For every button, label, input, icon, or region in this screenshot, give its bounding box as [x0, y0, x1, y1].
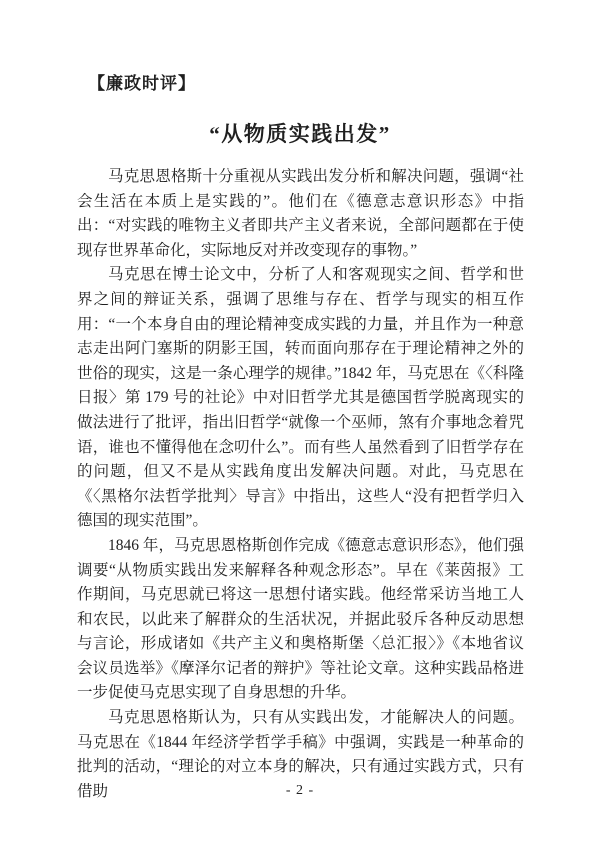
column-header: 【廉政时评】	[88, 74, 196, 93]
body-paragraph: 马克思恩格斯认为，只有从实践出发，才能解决人的问题。马克思在《1844 年经济学哲学手稿》中强调，实践是一种革命的批判的活动，“理论的对立本身的解决，只有通过实践方式，只有借助	[77, 709, 524, 800]
body-paragraph: 马克思恩格斯十分重视从实践出发分析和解决问题，强调“社会生活在本质上是实践的”。他们在《德意志意识形态》中指出：“对实践的唯物主义者即共产主义者来说，全部问题都在于使现存世界革命化，实际地反对并改变现存的事物。”	[77, 168, 524, 259]
body-paragraph: 1846 年，马克思恩格斯创作完成《德意志意识形态》，他们强调要“从物质实践出发来解释各种观念形态”。早在《莱茵报》工作期间，马克思就已将这一思想付诸实践。他经常采访当地工人和农民，以此来了解群众的生活状况，并据此驳斥各种反动思想与言论，形成诸如《共产主义和奥格斯堡〈总汇报〉》《本地省议会议员选举》《摩泽尔记者的辩护》等社论文章。这种实践品格进一步促使马克思实现了自身思想的升华。	[77, 536, 524, 702]
article-body	[77, 165, 524, 804]
page-number: - 2 -	[285, 783, 315, 798]
body-paragraph: 马克思在博士论文中，分析了人和客观现实之间、哲学和世界之间的辩证关系，强调了思维与存在、哲学与现实的相互作用：“一个本身自由的理论精神变成实践的力量，并且作为一种意志走出阿门塞斯的阴影王国，转而面向那存在于理论精神之外的世俗的现实，这是一条心理学的规律。”1842 年，马克思在《〈科隆日报〉第 179 号的社论》中对旧哲学尤其是德国哲学脱离现实的做法进行了批评，指出旧哲学“就像一个巫师，煞有介事地念着咒语，谁也不懂得他在念叨什么”。而有些人虽然看到了旧哲学存在的问题，但又不是从实践角度出发解决问题。对此，马克思在《〈黑格尔法哲学批判〉导言》中指出，这些人“没有把哲学归入德国的现实范围”。	[77, 266, 524, 530]
article-title: “从物质实践出发”	[209, 122, 391, 146]
